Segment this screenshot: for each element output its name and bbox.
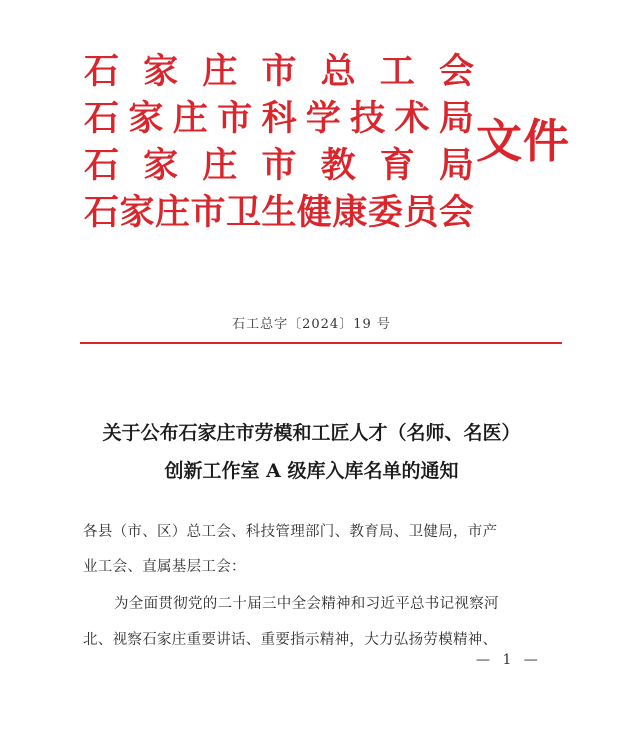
issuer-char: 庄	[172, 98, 208, 139]
issuer-char: 术	[394, 98, 430, 139]
page-number: — 1 —	[476, 652, 542, 668]
issuer-char: 家	[143, 51, 179, 92]
body-text-line: 北、视察石家庄重要讲话、重要指示精神，大力弘扬劳模精神、	[83, 632, 498, 648]
issuer-char: 局	[438, 98, 474, 139]
issuer-char: 技	[350, 98, 386, 139]
body-text-line: 各县（市、区）总工会、科技管理部门、教育局、卫健局，市产	[83, 524, 498, 540]
issuer-char: 石	[84, 98, 120, 139]
document-type-label: 文件	[476, 114, 570, 168]
issuer-char: 市	[217, 98, 253, 139]
issuer-block	[84, 48, 474, 236]
issuer-char: 康	[332, 192, 368, 233]
issuer-char: 委	[367, 192, 403, 233]
issuer-health-commission	[84, 189, 474, 236]
issuer-science-technology-bureau	[84, 95, 474, 142]
document-number: 石工总字〔2024〕19 号	[232, 317, 391, 332]
issuer-char: 总	[320, 51, 356, 92]
body-text-line: 为全面贯彻党的二十届三中全会精神和习近平总书记视察河	[114, 596, 499, 612]
issuer-char: 教	[320, 145, 356, 186]
issuer-char: 生	[261, 192, 297, 233]
document-title-line-1: 关于公布石家庄市劳模和工匠人才（名师、名医）	[102, 422, 521, 444]
issuer-char: 学	[305, 98, 341, 139]
issuer-char: 庄	[154, 192, 190, 233]
issuer-char: 家	[128, 98, 164, 139]
issuer-char: 卫	[225, 192, 261, 233]
issuer-char: 会	[438, 51, 474, 92]
issuer-char: 市	[261, 145, 297, 186]
issuer-education-bureau	[84, 142, 474, 189]
issuer-char: 家	[143, 145, 179, 186]
issuer-char: 石	[84, 192, 120, 233]
issuer-char: 局	[438, 145, 474, 186]
issuer-char: 工	[379, 51, 415, 92]
issuer-char: 员	[403, 192, 439, 233]
issuer-char: 育	[379, 145, 415, 186]
issuer-char: 石	[84, 51, 120, 92]
red-divider-line	[80, 342, 562, 344]
issuer-char: 家	[119, 192, 155, 233]
issuer-char: 庄	[202, 51, 238, 92]
issuer-char: 石	[84, 145, 120, 186]
body-text-line: 业工会、直属基层工会：	[83, 559, 246, 575]
issuer-char: 健	[296, 192, 332, 233]
issuer-federation-of-trade-unions	[84, 48, 474, 95]
issuer-char: 科	[261, 98, 297, 139]
issuer-char: 市	[261, 51, 297, 92]
document-title-line-2: 创新工作室 A 级库入库名单的通知	[164, 460, 459, 482]
issuer-char: 会	[438, 192, 474, 233]
issuer-char: 市	[190, 192, 226, 233]
issuer-char: 庄	[202, 145, 238, 186]
